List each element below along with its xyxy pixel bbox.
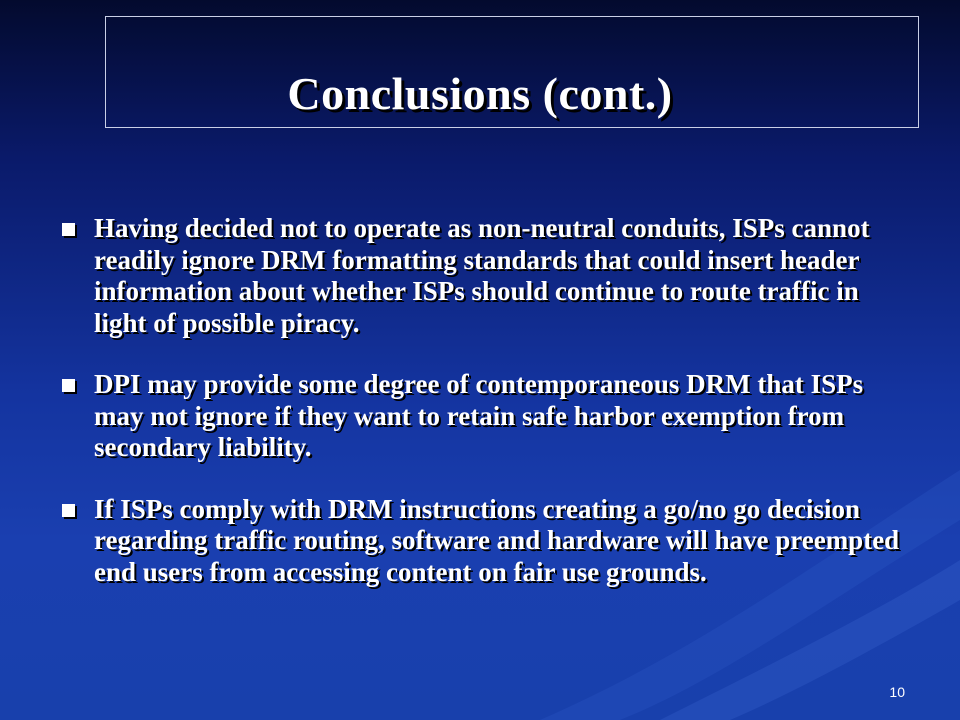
slide-title: Conclusions (cont.) bbox=[287, 68, 673, 119]
bullet-item bbox=[62, 369, 902, 464]
square-bullet-icon bbox=[62, 379, 75, 392]
bullet-list bbox=[62, 213, 902, 618]
bullet-item bbox=[62, 213, 902, 339]
bullet-item bbox=[62, 494, 902, 589]
bullet-text: Having decided not to operate as non-neutral conduits, ISPs cannot readily ignore DRM formatting standards that could insert header information about whether ISPs should continue to route traffic in light of possible piracy. bbox=[94, 213, 870, 338]
bullet-text: If ISPs comply with DRM instructions creating a go/no go decision regarding traffic routing, software and hardware will have preempted end users from accessing content on fair use grounds. bbox=[94, 493, 900, 587]
page-number: 10 bbox=[889, 684, 905, 700]
square-bullet-icon bbox=[62, 223, 75, 236]
square-bullet-icon bbox=[62, 504, 75, 517]
bullet-text: DPI may provide some degree of contemporaneous DRM that ISPs may not ignore if they want to retain safe harbor exemption from secondary liability. bbox=[94, 369, 864, 462]
